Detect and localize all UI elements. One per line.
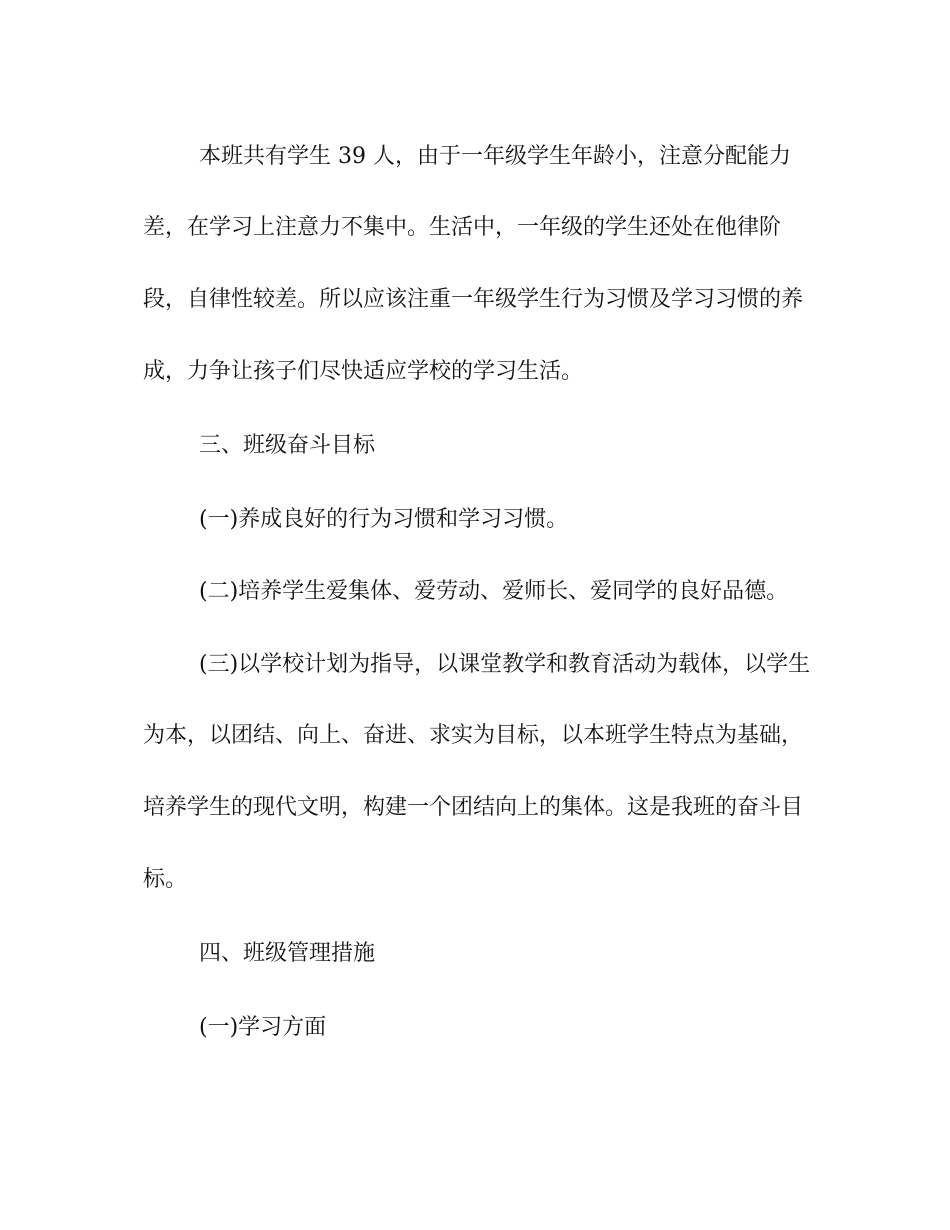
paragraph-line: 差，在学习上注意力不集中。生活中，一年级的学生还处在他律阶 (143, 215, 782, 240)
section-heading: 三、班级奋斗目标 (199, 433, 376, 458)
list-item: (一)养成良好的行为习惯和学习习惯。 (199, 507, 569, 532)
paragraph-line: 培养学生的现代文明，构建一个团结向上的集体。这是我班的奋斗目 (143, 795, 804, 820)
paragraph-line: 本班共有学生 39 人，由于一年级学生年龄小，注意分配能力 (199, 144, 791, 169)
subsection-heading: (一)学习方面 (199, 1015, 327, 1040)
paragraph-line: 成，力争让孩子们尽快适应学校的学习生活。 (143, 359, 584, 384)
list-item: (三)以学校计划为指导，以课堂教学和教育活动为载体，以学生 (199, 652, 811, 677)
paragraph-line: 段，自律性较差。所以应该注重一年级学生行为习惯及学习习惯的养 (143, 287, 804, 312)
list-item: (二)培养学生爱集体、爱劳动、爱师长、爱同学的良好品德。 (199, 579, 789, 604)
paragraph-line: 标。 (143, 867, 188, 892)
section-heading: 四、班级管理措施 (199, 941, 376, 966)
paragraph-line: 为本，以团结、向上、奋进、求实为目标，以本班学生特点为基础， (143, 723, 804, 748)
